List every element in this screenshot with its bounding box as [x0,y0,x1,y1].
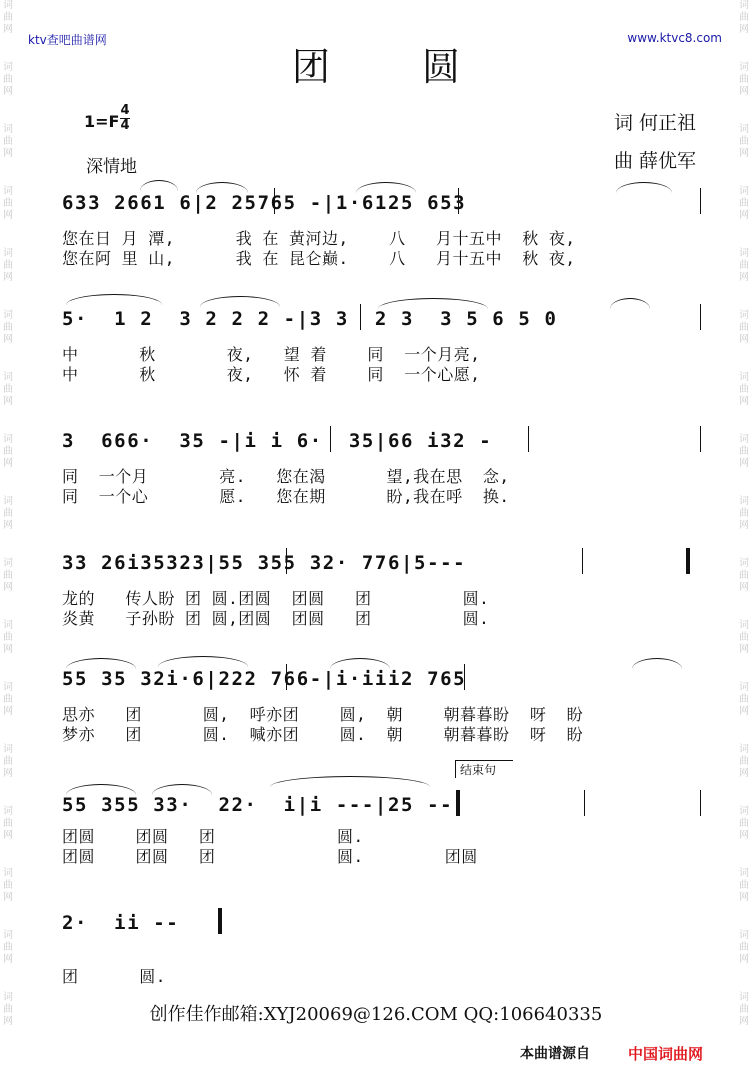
watermark-char: 词 [739,558,749,569]
watermark-char: 曲 [739,384,749,395]
watermark-char: 曲 [739,322,749,333]
site-url-right[interactable]: www.ktvc8.com [627,31,722,45]
lyricist-credit: 词 何正祖 [613,112,696,134]
watermark-char: 词 [3,930,13,941]
watermark-char: 网 [739,954,749,965]
watermark-char: 词 [3,806,13,817]
watermark-char: 词 [739,992,749,1003]
watermark-char: 曲 [739,880,749,891]
lyric-verse-1: 您在日 月 潭, 我 在 黄河边, 八 月十五中 秋 夜, [62,229,576,248]
lyric-verse-1: 团圆 团圆 团 圆. [62,827,364,846]
watermark-text [736,248,752,310]
notation-line [0,188,752,218]
watermark-char: 网 [3,706,13,717]
watermark-char: 词 [3,372,13,383]
lyric-verse-1: 团 圆. [62,967,166,986]
watermark-char: 网 [3,86,13,97]
lyric-verse-1: 同 一个月 亮. 您在渴 望,我在思 念, [62,467,510,486]
watermark-char: 网 [739,830,749,841]
watermark-text [736,124,752,186]
watermark-char: 网 [739,768,749,779]
watermark-char: 曲 [3,942,13,953]
lyric-verse-2: 中 秋 夜, 怀 着 同 一个心愿, [62,365,481,384]
watermark-char: 曲 [739,198,749,209]
watermark-char: 网 [739,1016,749,1027]
watermark-char: 网 [3,396,13,407]
watermark-char: 网 [3,148,13,159]
watermark-char: 网 [739,520,749,531]
watermark-char: 网 [3,1016,13,1027]
watermark-char: 曲 [739,818,749,829]
watermark-char: 曲 [739,136,749,147]
watermark-char: 词 [739,806,749,817]
watermark-char: 网 [3,24,13,35]
lyric-verse-2: 您在阿 里 山, 我 在 昆仑巅. 八 月十五中 秋 夜, [62,249,576,268]
source-label: 本曲谱源自 [520,1046,590,1062]
watermark-text [0,248,16,310]
watermark-char: 网 [739,334,749,345]
watermark-char: 网 [3,458,13,469]
watermark-char: 词 [3,124,13,135]
watermark-char: 词 [3,248,13,259]
watermark-char: 曲 [739,694,749,705]
jianpu-notes: 55 355 33· 22· i|i ---|25 -- [62,794,454,816]
watermark-char: 网 [739,396,749,407]
watermark-char: 曲 [739,260,749,271]
watermark-char: 词 [739,868,749,879]
watermark-char: 曲 [739,1004,749,1015]
watermark-char: 网 [3,768,13,779]
watermark-char: 网 [3,334,13,345]
watermark-char: 曲 [3,446,13,457]
watermark-char: 曲 [3,818,13,829]
tempo-marking: 深情地 [86,157,137,177]
watermark-char: 词 [739,434,749,445]
jianpu-notes: 633 2661 6|2 25765 -|1·6125 653 [62,192,467,214]
watermark-char: 词 [739,496,749,507]
watermark-char: 曲 [3,756,13,767]
notation-line [0,664,752,694]
lyric-verse-2: 团圆 团圆 团 圆. 团圆 [62,847,478,866]
watermark-char: 网 [739,644,749,655]
jianpu-notes: 2· ii -- [62,912,180,934]
watermark-char: 曲 [3,632,13,643]
watermark-char: 词 [739,186,749,197]
site-name-left[interactable]: ktv查吧曲谱网 [28,33,107,47]
watermark-char: 词 [3,558,13,569]
watermark-char: 曲 [3,136,13,147]
lyric-verse-1: 龙的 传人盼 团 圆.团圆 团圆 团 圆. [62,589,490,608]
watermark-char: 曲 [3,384,13,395]
watermark-char: 曲 [3,74,13,85]
watermark-char: 曲 [3,260,13,271]
watermark-char: 曲 [739,74,749,85]
key-signature: 1=F [84,112,120,131]
watermark-char: 网 [739,706,749,717]
notation-line [0,790,752,820]
watermark-char: 词 [3,496,13,507]
watermark-char: 词 [739,310,749,321]
lyric-verse-2: 同 一个心 愿. 您在期 盼,我在呼 换. [62,487,510,506]
watermark-char: 网 [739,272,749,283]
jianpu-notes: 5· 1 2 3 2 2 2 -|3 3 2 3 3 5 6 5 0 [62,308,558,330]
watermark-char: 词 [739,62,749,73]
watermark-char: 曲 [739,570,749,581]
jianpu-notes: 33 26i35323|55 355 32· 776|5--- [62,552,467,574]
watermark-char: 曲 [3,508,13,519]
notation-line [0,304,752,334]
watermark-char: 曲 [739,632,749,643]
watermark-char: 曲 [739,508,749,519]
notation-line [0,548,752,578]
time-signature-top: 4 [120,103,130,118]
watermark-char: 网 [3,830,13,841]
watermark-char: 网 [739,210,749,221]
watermark-char: 网 [739,148,749,159]
watermark-text [736,372,752,434]
watermark-char: 曲 [3,1004,13,1015]
watermark-char: 词 [3,868,13,879]
time-signature-bottom: 4 [120,118,130,133]
end-phrase-marker: 结束句 [455,760,513,778]
watermark-text [0,124,16,186]
watermark-char: 词 [739,248,749,259]
lyric-verse-2: 炎黄 子孙盼 团 圆,团圆 团圆 团 圆. [62,609,490,628]
jianpu-notes: 55 35 32i·6|222 766-|i·iii2 765 [62,668,467,690]
lyric-verse-2: 梦亦 团 圆. 喊亦团 圆. 朝 朝暮暮盼 呀 盼 [62,725,584,744]
watermark-char: 曲 [3,12,13,23]
watermark-char: 词 [3,0,13,11]
watermark-char: 网 [3,954,13,965]
source-brand-link[interactable]: 中国词曲网 [628,1045,704,1063]
watermark-char: 词 [3,310,13,321]
watermark-text [736,930,752,992]
watermark-char: 词 [3,62,13,73]
watermark-char: 词 [739,372,749,383]
watermark-char: 词 [739,124,749,135]
watermark-char: 曲 [739,446,749,457]
watermark-text [0,372,16,434]
watermark-char: 词 [3,682,13,693]
watermark-char: 词 [739,744,749,755]
lyric-verse-1: 中 秋 夜, 望 着 同 一个月亮, [62,345,481,364]
watermark-char: 词 [3,992,13,1003]
watermark-char: 词 [739,0,749,11]
watermark-char: 网 [3,210,13,221]
composer-credit: 曲 薛优军 [613,150,696,172]
contact-email: 创作佳作邮箱:XYJ20069@126.COM QQ:106640335 [149,1004,603,1025]
watermark-char: 网 [739,86,749,97]
watermark-char: 曲 [3,694,13,705]
jianpu-notes: 3 666· 35 -|i i 6· 35|66 i32 - [62,430,493,452]
notation-line [0,908,752,938]
watermark-char: 网 [3,582,13,593]
watermark-char: 网 [3,644,13,655]
watermark-char: 网 [3,520,13,531]
watermark-char: 词 [739,682,749,693]
song-title: 团 圆 [291,45,501,89]
watermark-char: 曲 [739,756,749,767]
watermark-char: 词 [3,744,13,755]
time-signature [120,104,130,133]
watermark-char: 网 [739,458,749,469]
watermark-char: 曲 [3,322,13,333]
watermark-char: 曲 [3,880,13,891]
watermark-char: 词 [739,620,749,631]
notation-line [0,426,752,456]
watermark-char: 网 [739,892,749,903]
watermark-char: 曲 [739,942,749,953]
watermark-char: 曲 [3,198,13,209]
watermark-char: 曲 [3,570,13,581]
watermark-char: 词 [3,620,13,631]
watermark-char: 词 [739,930,749,941]
watermark-char: 词 [3,186,13,197]
lyric-verse-1: 思亦 团 圆, 呼亦团 圆, 朝 朝暮暮盼 呀 盼 [62,705,584,724]
watermark-char: 网 [739,24,749,35]
watermark-char: 词 [3,434,13,445]
watermark-char: 网 [3,272,13,283]
watermark-char: 网 [3,892,13,903]
watermark-text [0,930,16,992]
watermark-char: 曲 [739,12,749,23]
watermark-char: 网 [739,582,749,593]
